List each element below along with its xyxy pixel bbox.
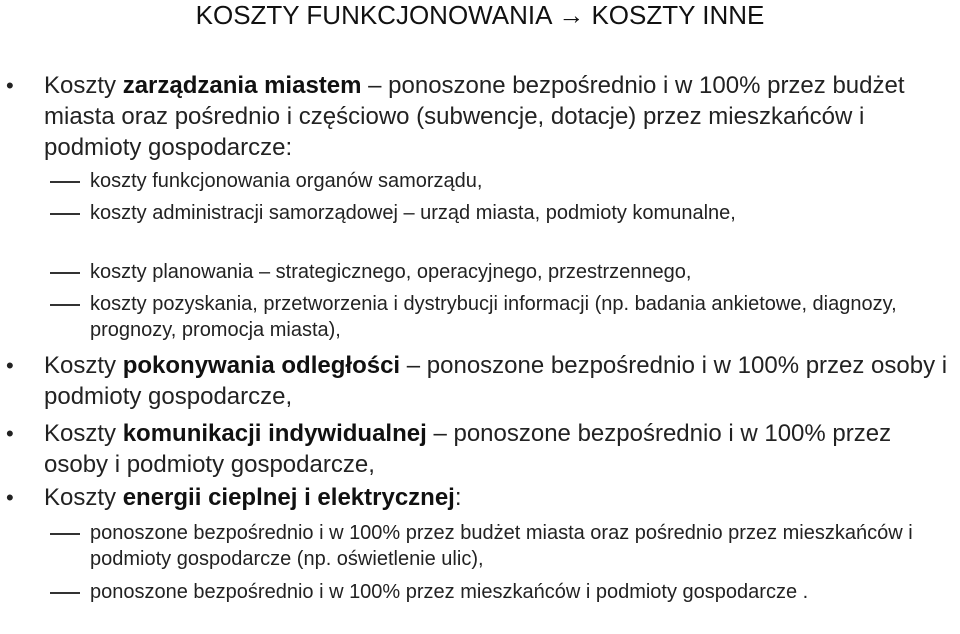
dash-icon	[50, 181, 80, 183]
bullet-bold-term: pokonywania odległości	[122, 352, 401, 379]
slide-title: KOSZTY FUNKCJONOWANIA → KOSZTY INNE	[195, 0, 765, 30]
bullet-bold-term: energii cieplnej i elektrycznej	[122, 484, 455, 511]
dash-icon	[50, 304, 80, 306]
dash-icon	[50, 272, 80, 274]
bullet-text: Koszty energii cieplnej i elektrycznej:	[44, 484, 462, 511]
sub-item: ponoszone bezpośrednio i w 100% przez budżet miasta oraz pośrednio przez mieszkańców i podmioty gospodarcze (np. oświetlenie ulic),	[0, 520, 960, 572]
sub-item: koszty funkcjonowania organów samorządu,	[0, 168, 960, 194]
bullet-bold-term: zarządzania miastem	[122, 72, 362, 99]
bullet-text: Koszty zarządzania miastem – ponoszone bezpośrednio i w 100% przez budżet miasta oraz pośrednio i częściowo (subwencje, dotacje) przez mieszkańców i podmioty gospodarcze:	[44, 72, 905, 161]
bullet-text: Koszty pokonywania odległości – ponoszone bezpośrednio i w 100% przez osoby i podmioty gospodarcze,	[44, 352, 948, 410]
bullet-icon: •	[6, 421, 14, 446]
bullet-bold-term: komunikacji indywidualnej	[122, 420, 427, 447]
dash-icon	[50, 592, 80, 594]
dash-icon	[50, 213, 80, 215]
bullet-item-energy-costs	[0, 482, 960, 513]
bullet-icon: •	[6, 73, 14, 98]
bullet-icon: •	[6, 353, 14, 378]
bullet-text: Koszty komunikacji indywidualnej – ponoszone bezpośrednio i w 100% przez osoby i podmioty gospodarcze,	[44, 420, 892, 478]
dash-icon	[50, 533, 80, 535]
bullet-icon: •	[6, 485, 14, 510]
sub-item: koszty pozyskania, przetworzenia i dystrybucji informacji (np. badania ankietowe, diagnozy, prognozy, promocja miasta),	[0, 291, 960, 343]
bullet-item-management-costs	[0, 70, 960, 163]
sub-item: ponoszone bezpośrednio i w 100% przez mieszkańców i podmioty gospodarcze .	[0, 579, 960, 605]
sub-item: koszty planowania – strategicznego, operacyjnego, przestrzennego,	[0, 259, 960, 285]
sub-item: koszty administracji samorządowej – urząd miasta, podmioty komunalne,	[0, 200, 960, 226]
bullet-item-individual-transport-costs	[0, 418, 960, 480]
bullet-item-distance-costs	[0, 350, 960, 412]
